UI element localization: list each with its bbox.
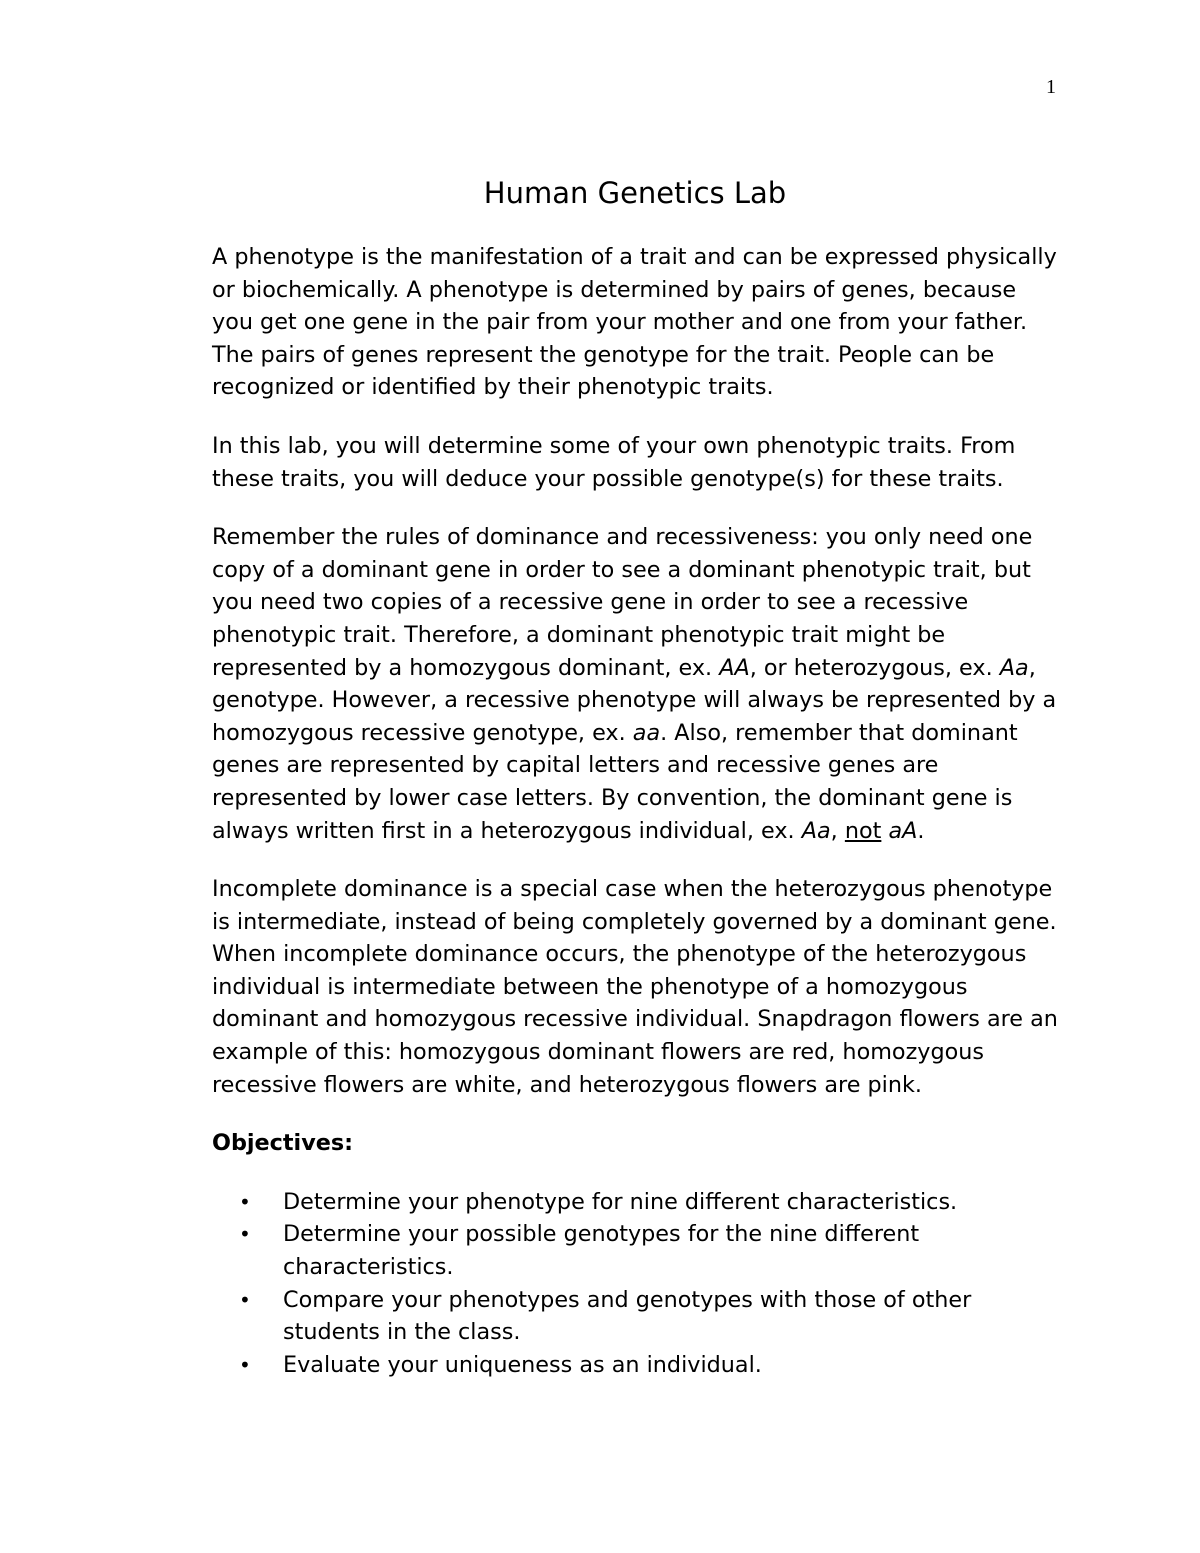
objective-item	[239, 1186, 1062, 1219]
dominance-paragraph	[212, 521, 1062, 847]
objective-text: Determine your phenotype for nine different characteristics.	[283, 1188, 958, 1215]
objectives-heading-colon: :	[344, 1130, 354, 1157]
page-number: 1	[1046, 76, 1056, 98]
dominance-text-6: .	[917, 817, 925, 844]
objective-text: Compare your phenotypes and genotypes with those of other students in the class.	[283, 1286, 972, 1346]
genotype-heterozygous: Aa	[999, 654, 1029, 681]
page-title: Human Genetics Lab	[483, 176, 787, 210]
bullet-icon: •	[239, 1287, 251, 1312]
genotype-incorrect-order: aA	[888, 817, 918, 844]
dominance-text-4: . Also, remember that dominant genes are represented by capital letters and recessive genes are represented by lower case letters. By convention, the dominant gene is always written first in a heterozygous individual, ex.	[212, 719, 1018, 844]
objectives-heading	[212, 1127, 1062, 1160]
dominance-text-1: Remember the rules of dominance and recessiveness: you only need one copy of a dominant gene in order to see a dominant phenotypic trait, but you need two copies of a recessive gene in order to see a recessive phenotypic trait. Therefore, a dominant phenotypic trait might be represented by a homozygous dominant, ex.	[212, 524, 1033, 681]
bullet-icon: •	[239, 1352, 251, 1377]
objectives-heading-label: Objectives	[212, 1130, 345, 1157]
bullet-icon: •	[239, 1222, 251, 1247]
objective-item	[239, 1349, 1062, 1382]
objective-item	[239, 1284, 1062, 1349]
dominance-text-3: , genotype. However, a recessive phenotype will always be represented by a homozygous recessive genotype, ex.	[212, 654, 1057, 746]
bullet-icon: •	[239, 1189, 251, 1214]
genotype-homozygous-recessive: aa	[632, 719, 661, 746]
genotype-homozygous-dominant: AA	[719, 654, 750, 681]
incomplete-dominance-paragraph: Incomplete dominance is a special case when the heterozygous phenotype is intermediate, instead of being completely governed by a dominant gene. When incomplete dominance occurs, the phenotype of the heterozygous individual is intermediate between the phenotype of a homozygous dominant and homozygous recessive individual. Snapdragon flowers are an example of this: homozygous dominant flowers are red, homozygous recessive flowers are white, and heterozygous flowers are pink.	[212, 876, 1058, 1098]
intro-paragraph: A phenotype is the manifestation of a trait and can be expressed physically or biochemically. A phenotype is determined by pairs of genes, because you get one gene in the pair from your mother and one from your father. The pairs of genes represent the genotype for the trait. People can be recognized or identified by their phenotypic traits.	[212, 244, 1057, 401]
objective-item	[239, 1218, 1062, 1283]
objectives-list	[212, 1186, 1062, 1382]
objective-text: Determine your possible genotypes for the nine different characteristics.	[283, 1221, 920, 1281]
dominance-text-5: ,	[830, 817, 838, 844]
lab-description-paragraph: In this lab, you will determine some of your own phenotypic traits. From these traits, you will deduce your possible genotype(s) for these traits.	[212, 432, 1016, 492]
not-emphasis: not	[844, 817, 882, 844]
document-body	[212, 241, 1062, 1381]
dominance-text-2: , or heterozygous, ex.	[749, 654, 993, 681]
genotype-correct-order: Aa	[801, 817, 831, 844]
objective-text: Evaluate your uniqueness as an individual.	[283, 1351, 762, 1378]
